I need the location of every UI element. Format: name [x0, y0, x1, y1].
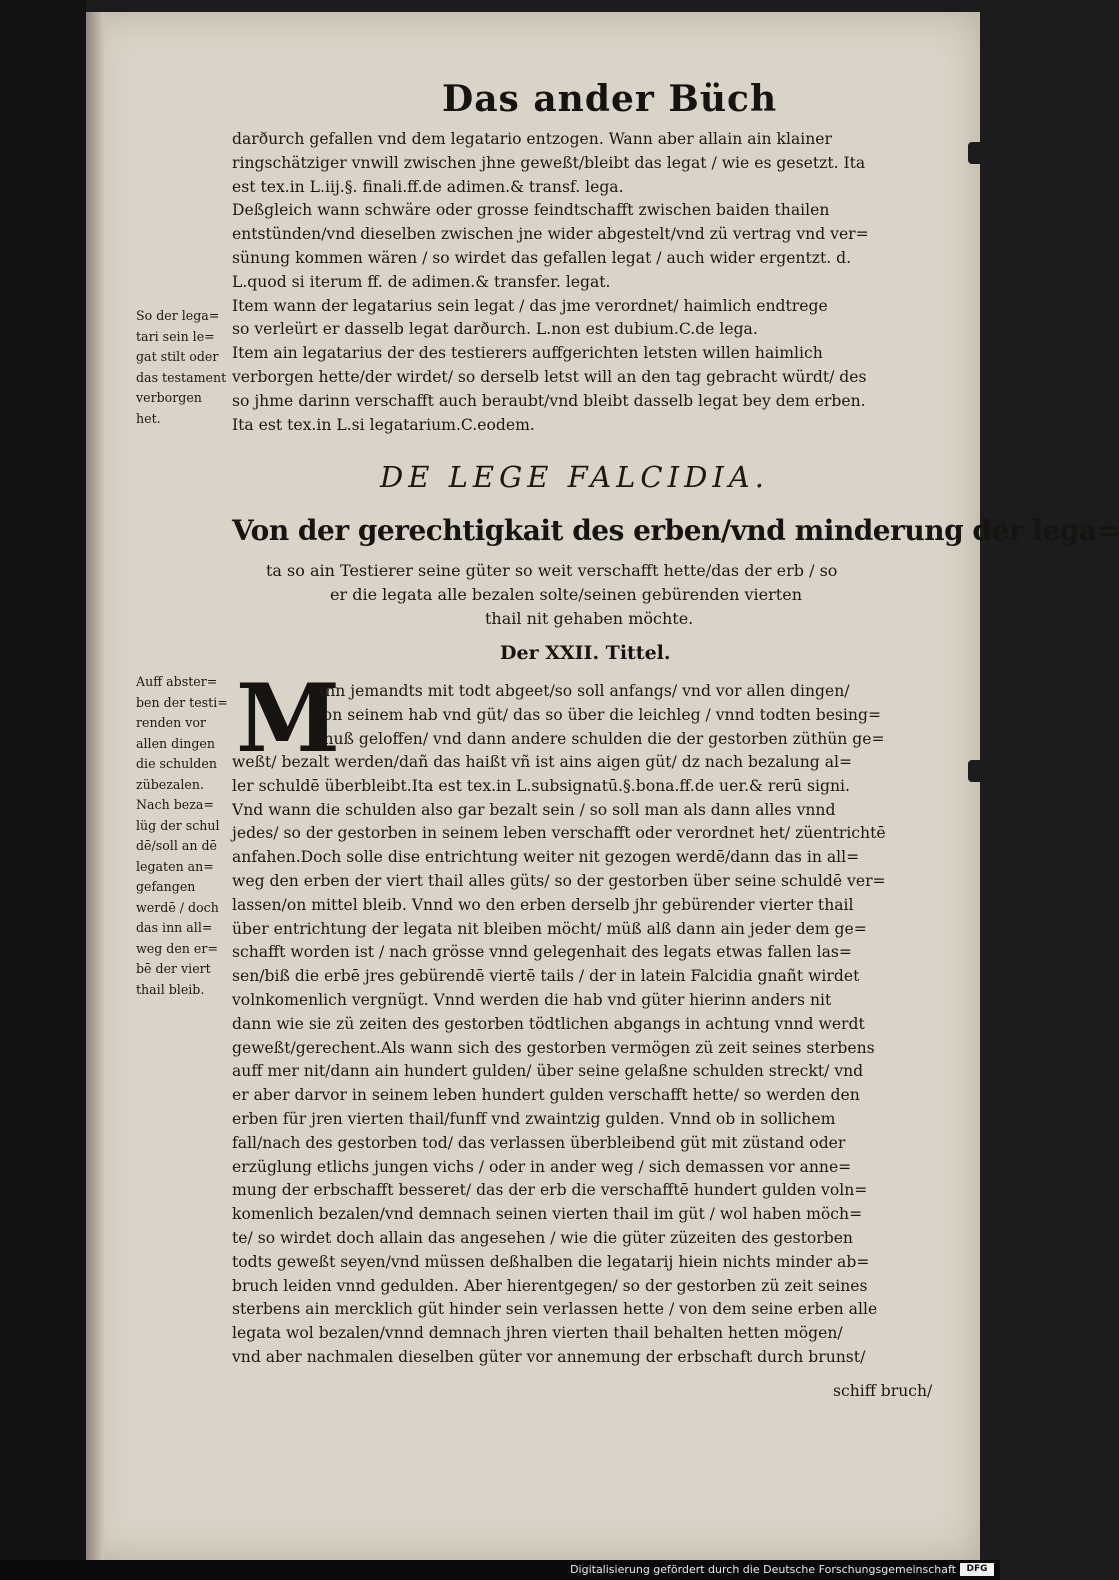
- margin-note-line: das inn all=: [136, 920, 213, 935]
- text-line: weg den erben der viert thail alles güts/ so der gestorben über seine schuldē ver=: [232, 871, 886, 890]
- text-line: Deßgleich wann schwäre oder grosse feindtschafft zwischen baiden thailen: [232, 201, 830, 220]
- text-line: so verleürt er dasselb legat darðurch. L.non est dubium.C.de lega.: [232, 320, 758, 339]
- margin-note-line: werdē / doch: [136, 899, 219, 915]
- text-line: te/ so wirdet doch allain das angesehen / wie die güter züzeiten des gestorben: [232, 1228, 853, 1247]
- text-line: jedes/ so der gestorben in seinem leben verschafft oder verordnet het/ züentrichtē: [232, 824, 886, 843]
- text-line: Item wann der legatarius sein legat / das jme verordnet/ haimlich endtrege: [232, 296, 828, 315]
- text-line: sen/biß die erbē jres gebürendē viertē tails / der in latein Falcidia gnañt wirdet: [232, 967, 860, 986]
- text-line: sünung kommen wären / so wirdet das gefallen legat / auch wider ergentzt. d.: [232, 248, 852, 267]
- chapter-title: Von der gerechtigkait des erben/vnd minderung der lega=: [232, 514, 1119, 547]
- text-line: fall/nach des gestorben tod/ das verlassen überbleibend güt mit züstand oder: [232, 1133, 846, 1152]
- text-line: entstünden/vnd dieselben zwischen jne wider abgestelt/vnd zü vertrag vnd ver=: [232, 225, 869, 244]
- drop-cap-initial: M: [236, 664, 341, 774]
- text-line: ler schuldē überbleibt.Ita est tex.in L.subsignatū.§.bona.ff.de uer.& rerū signi.: [232, 776, 850, 795]
- catchword: schiff bruch/: [833, 1382, 933, 1400]
- margin-note-line: zübezalen.: [136, 776, 204, 792]
- text-line: auff mer nit/dann ain hundert gulden/ über seine gelaßne schulden streckt/ vnd: [232, 1062, 864, 1081]
- chapter-subtitle-line: er die legata alle bezalen solte/seinen gebürenden vierten: [330, 585, 802, 604]
- text-line: dann wie sie zü zeiten des gestorben tödtlichen abgangs in achtung vnnd werdt: [232, 1014, 865, 1033]
- text-line: ringschätziger vnwill zwischen jhne geweßt/bleibt das legat / wie es gesetzt. Ita: [232, 153, 866, 172]
- text-line: bruch leiden vnnd gedulden. Aber hierentgegen/ so der gestorben zü zeit seines: [232, 1276, 868, 1295]
- text-line: todts geweßt seyen/vnd müssen deßhalben die legatarij hiein nichts minder ab=: [232, 1252, 870, 1271]
- chapter-subtitle-line: ta so ain Testierer seine güter so weit verschafft hette/das der erb / so: [266, 561, 838, 580]
- text-line: knuß geloffen/ vnd dann andere schulden die der gestorben züthün ge=: [314, 729, 885, 748]
- margin-note-schulden: [136, 672, 236, 1000]
- latin-heading: DE LEGE FALCIDIA.: [380, 460, 769, 494]
- text-line: komenlich bezalen/vnd demnach seinen vierten thail im güt / wol haben möch=: [232, 1205, 863, 1224]
- text-line: Item ain legatarius der des testierers auffgerichten letsten willen haimlich: [232, 344, 823, 363]
- margin-note-line: bē der viert: [136, 961, 211, 976]
- margin-note-line: dē/soll an dē: [136, 838, 217, 853]
- margin-note-line: gefangen: [136, 879, 196, 894]
- margin-note-line: legaten an=: [136, 858, 214, 874]
- text-line: anfahen.Doch solle dise entrichtung weiter nit gezogen werdē/dann das in all=: [232, 848, 860, 867]
- margin-note-line: weg den er=: [136, 940, 218, 956]
- margin-note-line: verborgen: [136, 390, 202, 405]
- text-line: Ita est tex.in L.si legatarium.C.eodem.: [232, 415, 535, 434]
- page-edge-mark: [968, 142, 982, 164]
- text-line: volnkomenlich vergnügt. Vnnd werden die hab vnd güter hierinn anders nit: [232, 990, 832, 1009]
- text-line: verborgen hette/der wirdet/ so derselb letst will an den tag gebracht würdt/ des: [232, 367, 867, 386]
- footer-credit: Digitalisierung gefördert durch die Deutsche Forschungsgemeinschaft: [570, 1563, 956, 1576]
- text-line: sterbens ain mercklich güt hinder sein verlassen hette / von dem seine erben alle: [232, 1300, 878, 1319]
- text-line: geweßt/gerechent.Als wann sich des gestorben vermögen zü zeit seines sterbens: [232, 1038, 875, 1057]
- margin-note-line: tari sein le=: [136, 328, 215, 344]
- digitization-footer: [0, 1560, 1000, 1580]
- scan-border-left: [0, 0, 86, 1560]
- text-line: Ann jemandts mit todt abgeet/so soll anfangs/ vnd vor allen dingen/: [314, 682, 850, 700]
- running-head: Das ander Büch: [442, 78, 778, 120]
- text-line: est tex.in L.iij.§. finali.ff.de adimen.& transf. lega.: [232, 177, 624, 196]
- text-line: vnd aber nachmalen dieselben güter vor annemung der erbschaft durch brunst/: [232, 1347, 866, 1366]
- text-line: weßt/ bezalt werden/dañ das haißt vñ ist ains aigen güt/ dz nach bezalung al=: [232, 753, 853, 771]
- text-line: erzüglung etlichs jungen vichs / oder in ander weg / sich demassen vor anne=: [232, 1157, 852, 1176]
- text-line: schafft worden ist / nach grösse vnnd gelegenhait des legats etwas fallen las=: [232, 943, 852, 962]
- margin-note-line: het.: [136, 410, 161, 426]
- margin-note-line: Auff abster=: [136, 674, 218, 689]
- margin-note-line: So der lega=: [136, 308, 220, 323]
- margin-note-line: das testament: [136, 369, 227, 385]
- dfg-logo: DFG: [960, 1563, 994, 1576]
- text-line: über entrichtung der legata nit bleiben möcht/ müß alß dann ain jeder dem ge=: [232, 919, 867, 938]
- text-line: Vnd wann die schulden also gar bezalt sein / so soll man als dann alles vnnd: [232, 800, 836, 819]
- dropcap-lines: [314, 680, 964, 751]
- margin-note-line: renden vor: [136, 715, 206, 730]
- text-line: von seinem hab vnd güt/ das so über die leichleg / vnnd todten besing=: [314, 705, 882, 724]
- margin-note-line: thail bleib.: [136, 981, 205, 997]
- margin-note-line: ben der testi=: [136, 694, 228, 710]
- margin-note-line: die schulden: [136, 756, 217, 771]
- text-line: lassen/on mittel bleib. Vnnd wo den erben derselb jhr gebürender vierter thail: [232, 895, 854, 914]
- top-paragraph: [232, 128, 964, 437]
- text-line: so jhme darinn verschafft auch beraubt/vnd bleibt dasselb legat bey dem erben.: [232, 391, 866, 410]
- text-line: erben für jren vierten thail/funff vnd zwaintzig gulden. Vnnd ob in sollichem: [232, 1109, 836, 1128]
- chapter-subtitle-line: thail nit gehaben möchte.: [485, 609, 694, 628]
- page-edge-mark: [968, 760, 982, 782]
- text-line: darðurch gefallen vnd dem legatario entzogen. Wann aber allain ain klainer: [232, 130, 832, 148]
- text-line: er aber darvor in seinem leben hundert gulden verschafft hette/ so werden den: [232, 1086, 860, 1105]
- text-line: mung der erbschafft besseret/ das der erb die verschafftē hundert gulden voln=: [232, 1181, 868, 1200]
- text-line: legata wol bezalen/vnnd demnach jhren vierten thail behalten hetten mögen/: [232, 1324, 843, 1343]
- margin-note-line: gat stilt oder: [136, 349, 219, 364]
- margin-note-line: lüg der schul: [136, 817, 220, 833]
- margin-note-line: Nach beza=: [136, 797, 214, 812]
- section-number: Der XXII. Tittel.: [500, 642, 671, 664]
- body-text: [232, 751, 964, 1370]
- margin-note-line: allen dingen: [136, 735, 215, 751]
- page-gutter: [86, 12, 104, 1560]
- text-line: L.quod si iterum ff. de adimen.& transfer. legat.: [232, 272, 611, 291]
- margin-note-legatar: [136, 306, 236, 429]
